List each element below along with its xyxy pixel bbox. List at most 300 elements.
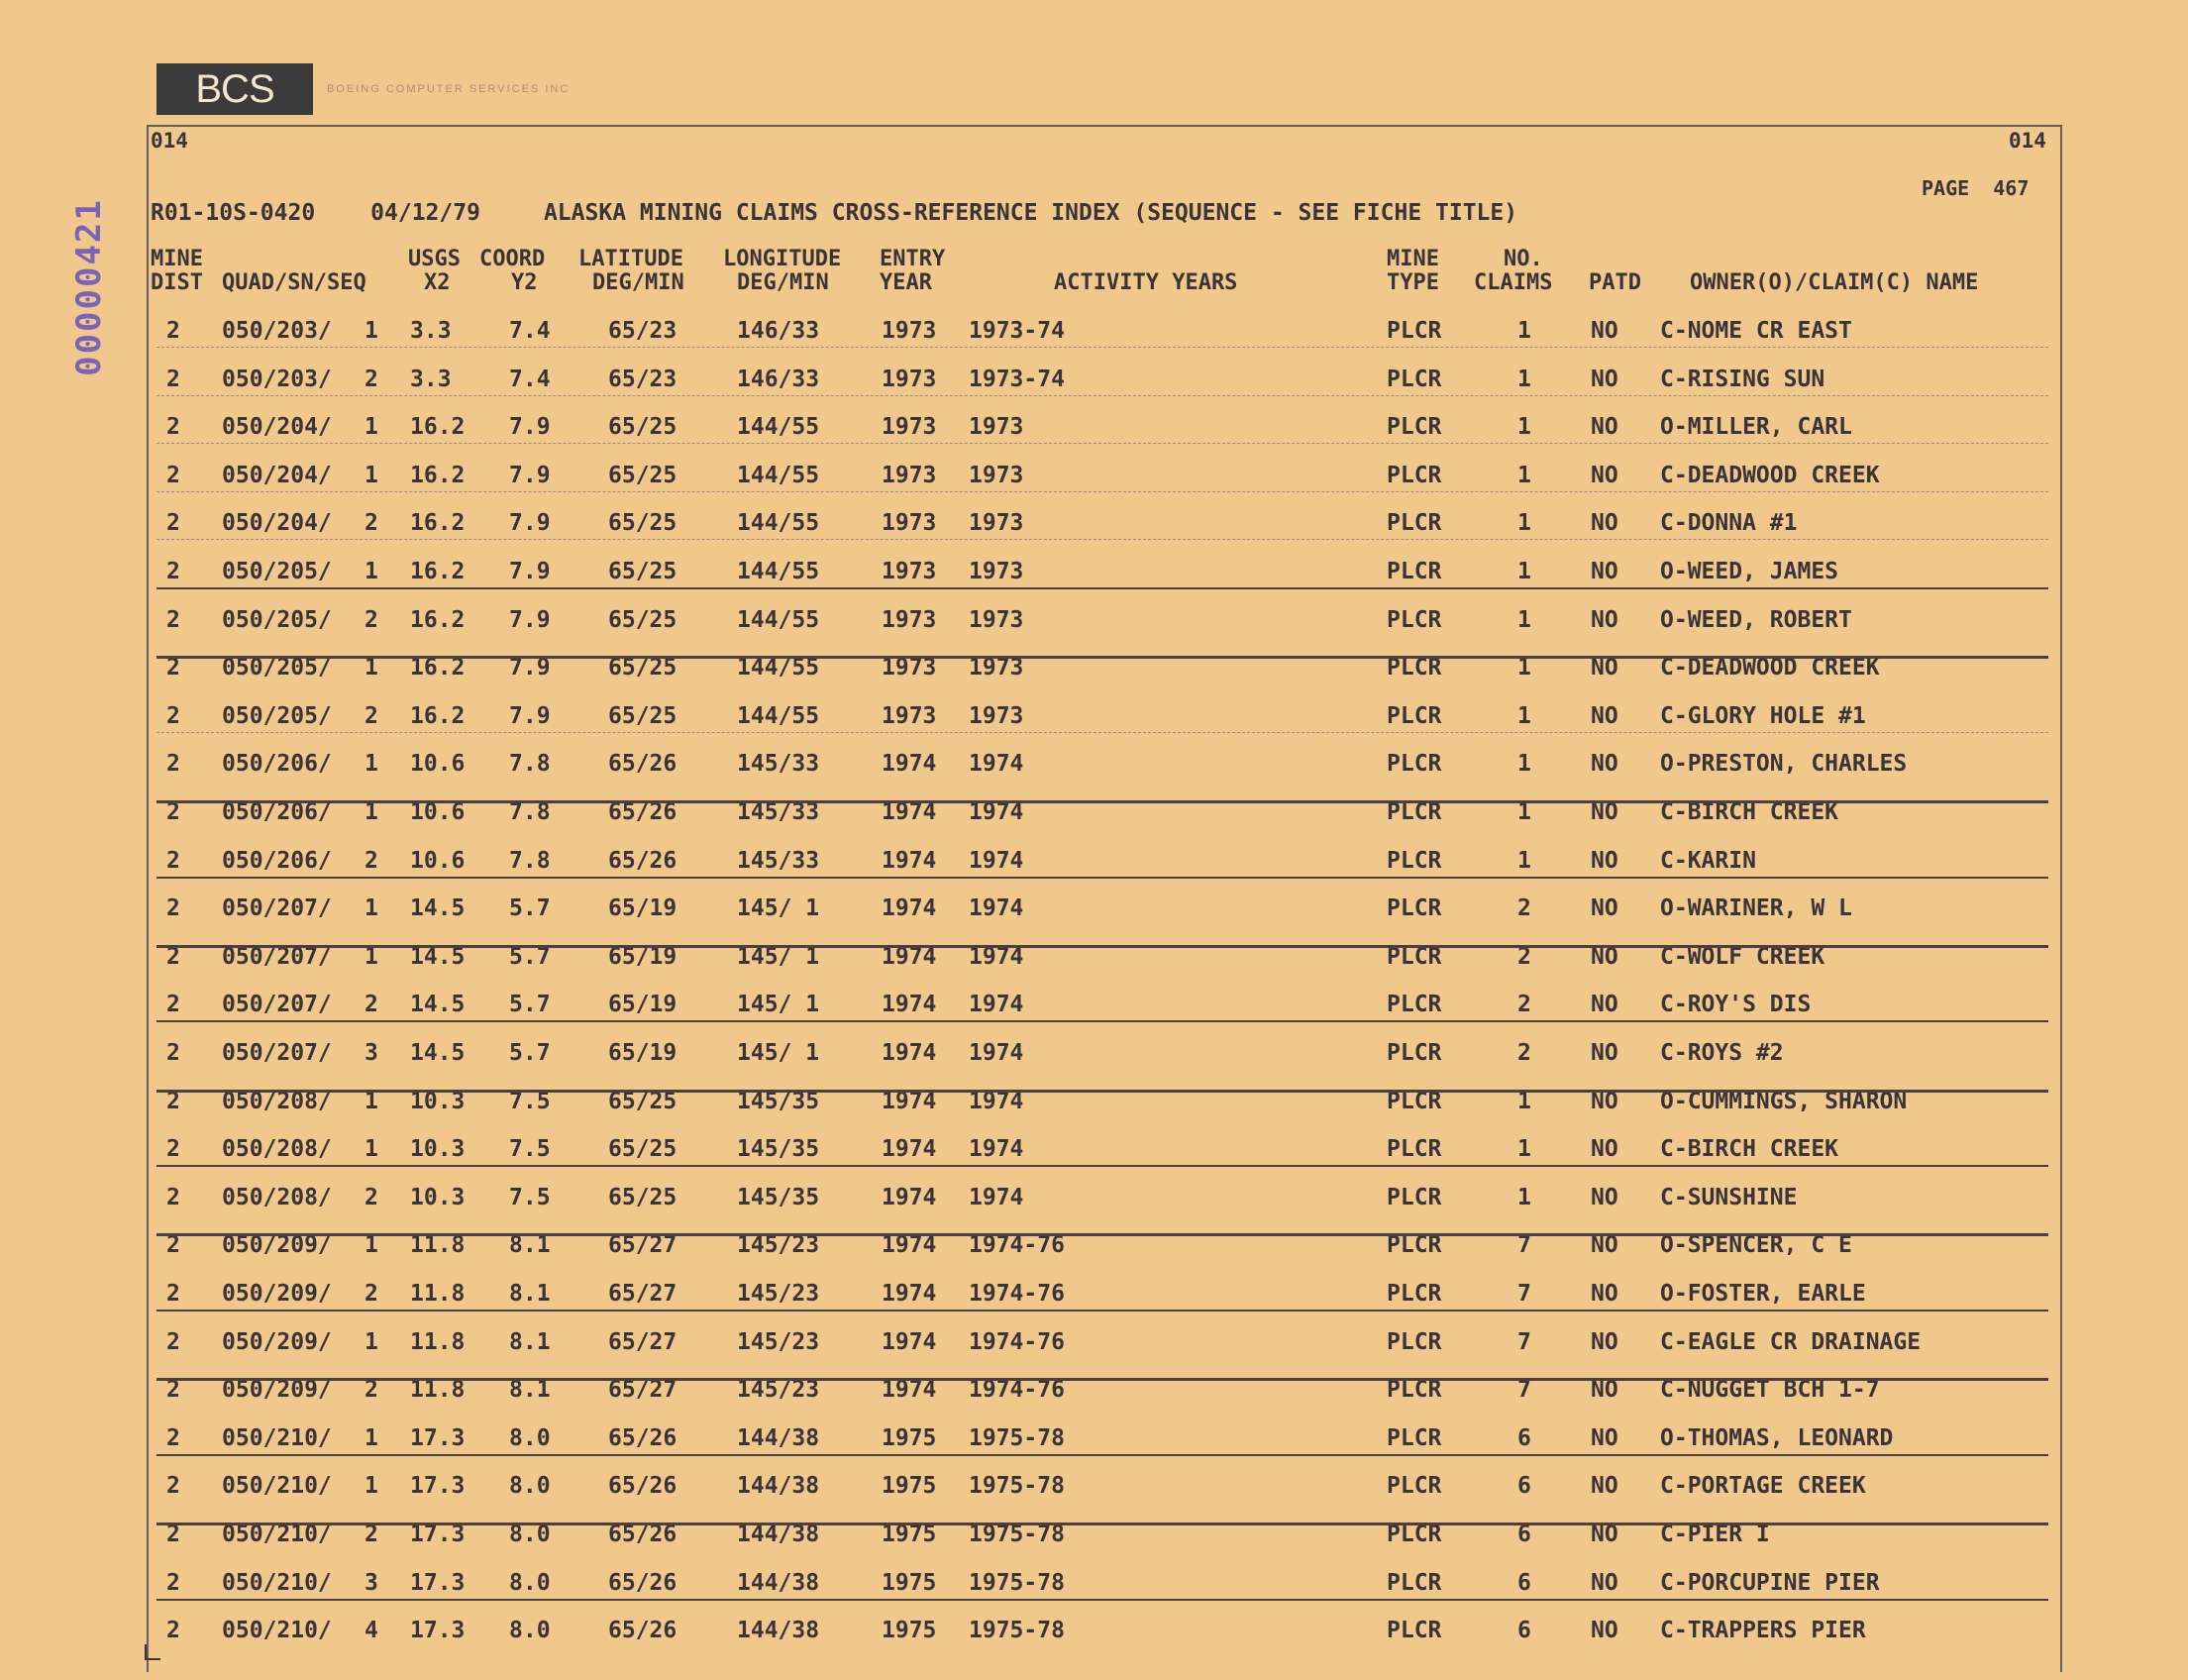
cell-dist: 2 xyxy=(166,1618,180,1644)
cell-name: C-BIRCH CREEK xyxy=(1660,1136,1839,1163)
cell-lat: 65/19 xyxy=(608,943,677,970)
row-divider xyxy=(156,1454,2048,1456)
cell-x2: 10.3 xyxy=(410,1184,466,1210)
cell-type: PLCR xyxy=(1387,1184,1442,1210)
cell-seq: 2 xyxy=(365,847,378,874)
cell-quad: 050/209/ xyxy=(222,1232,332,1259)
cell-y2: 5.7 xyxy=(509,895,551,922)
cell-y2: 7.9 xyxy=(509,462,551,488)
cell-x2: 14.5 xyxy=(410,943,466,970)
cell-dist: 2 xyxy=(166,655,180,682)
cell-type: PLCR xyxy=(1387,1569,1442,1596)
cell-type: PLCR xyxy=(1387,1522,1442,1547)
cell-dist: 2 xyxy=(166,510,180,537)
cell-lon: 144/38 xyxy=(737,1424,820,1451)
cell-y2: 7.8 xyxy=(509,751,551,778)
cell-claims: 6 xyxy=(1517,1569,1531,1596)
cell-activity: 1973 xyxy=(969,559,1024,584)
cell-activity: 1974 xyxy=(969,1184,1024,1210)
cell-entry: 1973 xyxy=(882,318,937,344)
cell-quad: 050/207/ xyxy=(222,943,332,970)
cell-name: O-WEED, JAMES xyxy=(1660,559,1839,584)
cell-quad: 050/208/ xyxy=(222,1184,332,1210)
cell-quad: 050/209/ xyxy=(222,1281,332,1307)
cell-seq: 2 xyxy=(365,992,378,1018)
cell-name: C-PORTAGE CREEK xyxy=(1660,1473,1866,1500)
cell-patd: NO xyxy=(1591,1281,1618,1307)
cell-claims: 7 xyxy=(1517,1328,1531,1355)
cell-name: C-PORCUPINE PIER xyxy=(1660,1569,1880,1596)
cell-quad: 050/205/ xyxy=(222,606,332,633)
header-owner-claim: OWNER(O)/CLAIM(C) NAME xyxy=(1690,270,1979,295)
cell-x2: 16.2 xyxy=(410,702,466,729)
fiche-code-left: 014 xyxy=(151,129,188,153)
cell-quad: 050/203/ xyxy=(222,366,332,392)
cell-dist: 2 xyxy=(166,462,180,488)
cell-activity: 1974 xyxy=(969,751,1024,778)
header-entry-year: ENTRY YEAR xyxy=(880,247,946,295)
table-row xyxy=(0,1462,2188,1510)
cell-x2: 16.2 xyxy=(410,414,466,441)
cell-seq: 3 xyxy=(365,1040,378,1066)
cell-lon: 145/ 1 xyxy=(737,992,820,1018)
cell-name: C-KARIN xyxy=(1660,847,1756,874)
header-quad: QUAD/SN/SEQ xyxy=(222,270,366,295)
cell-name: C-NOME CR EAST xyxy=(1660,318,1852,344)
cell-patd: NO xyxy=(1591,1618,1618,1644)
cell-y2: 5.7 xyxy=(509,943,551,970)
cell-x2: 14.5 xyxy=(410,895,466,922)
cell-quad: 050/207/ xyxy=(222,895,332,922)
cell-entry: 1975 xyxy=(882,1473,937,1500)
cell-claims: 1 xyxy=(1517,799,1531,825)
cell-lon: 144/55 xyxy=(737,462,820,488)
cell-dist: 2 xyxy=(166,1424,180,1451)
cell-dist: 2 xyxy=(166,1328,180,1355)
cell-x2: 3.3 xyxy=(410,318,452,344)
cell-entry: 1974 xyxy=(882,1184,937,1210)
cell-quad: 050/209/ xyxy=(222,1328,332,1355)
cell-name: O-FOSTER, EARLE xyxy=(1660,1281,1866,1307)
header-latitude: LATITUDE DEG/MIN xyxy=(578,247,684,295)
cell-patd: NO xyxy=(1591,510,1618,537)
cell-quad: 050/208/ xyxy=(222,1136,332,1163)
cell-y2: 7.9 xyxy=(509,414,551,441)
cell-entry: 1973 xyxy=(882,366,937,392)
cell-seq: 2 xyxy=(365,702,378,729)
cell-name: O-WARINER, W L xyxy=(1660,895,1852,922)
cell-seq: 2 xyxy=(365,1377,378,1404)
report-date: 04/12/79 xyxy=(370,200,480,226)
table-row xyxy=(0,788,2188,836)
cell-lon: 145/ 1 xyxy=(737,895,820,922)
cell-name: C-RISING SUN xyxy=(1660,366,1825,392)
cell-x2: 17.3 xyxy=(410,1424,466,1451)
cell-type: PLCR xyxy=(1387,847,1442,874)
cell-activity: 1974 xyxy=(969,1136,1024,1163)
row-divider xyxy=(156,1020,2048,1022)
cell-activity: 1974 xyxy=(969,895,1024,922)
header-activity-years: ACTIVITY YEARS xyxy=(1054,270,1238,295)
header-mine-dist: MINE DIST xyxy=(151,247,203,295)
cell-entry: 1974 xyxy=(882,1088,937,1114)
cell-seq: 1 xyxy=(365,318,378,344)
cell-lon: 145/33 xyxy=(737,799,820,825)
cell-patd: NO xyxy=(1591,414,1618,441)
cell-claims: 7 xyxy=(1517,1377,1531,1404)
header-coord: COORD Y2 xyxy=(479,247,546,295)
table-row xyxy=(0,1174,2188,1221)
cell-x2: 16.2 xyxy=(410,462,466,488)
cell-type: PLCR xyxy=(1387,655,1442,682)
cell-lon: 145/ 1 xyxy=(737,1040,820,1066)
cell-entry: 1974 xyxy=(882,799,937,825)
cell-type: PLCR xyxy=(1387,318,1442,344)
cell-patd: NO xyxy=(1591,992,1618,1018)
cell-entry: 1974 xyxy=(882,751,937,778)
cell-name: O-WEED, ROBERT xyxy=(1660,606,1852,633)
cell-lon: 145/23 xyxy=(737,1232,820,1259)
cell-patd: NO xyxy=(1591,1088,1618,1114)
row-divider xyxy=(156,732,2048,733)
cell-seq: 1 xyxy=(365,1232,378,1259)
cell-x2: 11.8 xyxy=(410,1328,466,1355)
cell-y2: 8.0 xyxy=(509,1569,551,1596)
cell-seq: 3 xyxy=(365,1569,378,1596)
cell-patd: NO xyxy=(1591,1232,1618,1259)
cell-dist: 2 xyxy=(166,606,180,633)
cell-quad: 050/204/ xyxy=(222,462,332,488)
cell-activity: 1974-76 xyxy=(969,1328,1065,1355)
cell-type: PLCR xyxy=(1387,702,1442,729)
table-row xyxy=(0,1366,2188,1414)
cell-claims: 1 xyxy=(1517,751,1531,778)
cell-lat: 65/25 xyxy=(608,1136,677,1163)
cell-y2: 5.7 xyxy=(509,1040,551,1066)
cell-x2: 10.6 xyxy=(410,847,466,874)
cell-seq: 1 xyxy=(365,799,378,825)
cell-quad: 050/203/ xyxy=(222,318,332,344)
cell-activity: 1974 xyxy=(969,847,1024,874)
side-stamp: 00000421 xyxy=(69,198,109,376)
cell-lat: 65/19 xyxy=(608,1040,677,1066)
cell-claims: 7 xyxy=(1517,1232,1531,1259)
cell-lat: 65/25 xyxy=(608,1184,677,1210)
cell-type: PLCR xyxy=(1387,1473,1442,1500)
cell-quad: 050/210/ xyxy=(222,1473,332,1500)
cell-entry: 1975 xyxy=(882,1522,937,1547)
cell-x2: 16.2 xyxy=(410,559,466,584)
company-name: BOEING COMPUTER SERVICES INC xyxy=(327,83,571,95)
cell-y2: 8.1 xyxy=(509,1377,551,1404)
cell-lon: 145/23 xyxy=(737,1377,820,1404)
row-divider xyxy=(156,539,2048,540)
cell-claims: 1 xyxy=(1517,1088,1531,1114)
cell-seq: 1 xyxy=(365,1136,378,1163)
cell-dist: 2 xyxy=(166,943,180,970)
cell-seq: 1 xyxy=(365,895,378,922)
cell-lat: 65/26 xyxy=(608,847,677,874)
cell-type: PLCR xyxy=(1387,559,1442,584)
strike-line xyxy=(156,1522,2048,1525)
cell-entry: 1974 xyxy=(882,1328,937,1355)
cell-dist: 2 xyxy=(166,799,180,825)
cell-quad: 050/210/ xyxy=(222,1569,332,1596)
cell-lat: 65/25 xyxy=(608,702,677,729)
cell-lon: 145/ 1 xyxy=(737,943,820,970)
cell-seq: 1 xyxy=(365,1328,378,1355)
header-patd: PATD xyxy=(1589,270,1641,295)
row-divider xyxy=(156,443,2048,444)
row-divider xyxy=(156,491,2048,492)
cell-dist: 2 xyxy=(166,1088,180,1114)
cell-x2: 10.6 xyxy=(410,799,466,825)
cell-seq: 1 xyxy=(365,1473,378,1500)
cell-activity: 1973 xyxy=(969,655,1024,682)
cell-lat: 65/25 xyxy=(608,1088,677,1114)
cell-activity: 1974 xyxy=(969,943,1024,970)
cell-name: O-CUMMINGS, SHARON xyxy=(1660,1088,1908,1114)
cell-entry: 1974 xyxy=(882,1040,937,1066)
cell-lon: 144/55 xyxy=(737,702,820,729)
cell-x2: 11.8 xyxy=(410,1377,466,1404)
row-divider xyxy=(156,587,2048,589)
cell-patd: NO xyxy=(1591,559,1618,584)
cell-claims: 1 xyxy=(1517,1136,1531,1163)
cell-claims: 2 xyxy=(1517,1040,1531,1066)
table-row xyxy=(0,1078,2188,1125)
cell-seq: 4 xyxy=(365,1618,378,1644)
table-row xyxy=(0,933,2188,981)
cell-dist: 2 xyxy=(166,318,180,344)
cell-claims: 6 xyxy=(1517,1424,1531,1451)
cell-name: C-GLORY HOLE #1 xyxy=(1660,702,1866,729)
cell-quad: 050/209/ xyxy=(222,1377,332,1404)
cell-claims: 2 xyxy=(1517,943,1531,970)
cell-lon: 144/55 xyxy=(737,510,820,537)
cell-dist: 2 xyxy=(166,1040,180,1066)
table-row xyxy=(0,596,2188,644)
cell-x2: 16.2 xyxy=(410,510,466,537)
report-id: R01-10S-0420 xyxy=(151,200,316,226)
cell-type: PLCR xyxy=(1387,1088,1442,1114)
cell-type: PLCR xyxy=(1387,1618,1442,1644)
cell-entry: 1973 xyxy=(882,559,937,584)
cell-dist: 2 xyxy=(166,895,180,922)
cell-entry: 1973 xyxy=(882,655,937,682)
page-number: 467 xyxy=(1993,176,2030,200)
cell-type: PLCR xyxy=(1387,366,1442,392)
cell-patd: NO xyxy=(1591,943,1618,970)
cell-activity: 1973 xyxy=(969,606,1024,633)
cell-dist: 2 xyxy=(166,992,180,1018)
cell-name: C-DONNA #1 xyxy=(1660,510,1798,537)
cell-y2: 8.1 xyxy=(509,1328,551,1355)
cell-claims: 1 xyxy=(1517,510,1531,537)
cell-y2: 7.8 xyxy=(509,799,551,825)
header-usgs: USGS X2 xyxy=(408,247,461,295)
cell-quad: 050/208/ xyxy=(222,1088,332,1114)
cell-seq: 1 xyxy=(365,462,378,488)
strike-line xyxy=(156,945,2048,948)
cell-activity: 1973 xyxy=(969,414,1024,441)
cell-patd: NO xyxy=(1591,1569,1618,1596)
cell-lon: 146/33 xyxy=(737,318,820,344)
cell-entry: 1975 xyxy=(882,1424,937,1451)
cell-seq: 2 xyxy=(365,1522,378,1547)
cell-lat: 65/27 xyxy=(608,1281,677,1307)
cell-type: PLCR xyxy=(1387,1136,1442,1163)
strike-line xyxy=(156,1378,2048,1381)
cell-entry: 1974 xyxy=(882,1136,937,1163)
cell-entry: 1975 xyxy=(882,1618,937,1644)
cell-lat: 65/27 xyxy=(608,1377,677,1404)
cell-lat: 65/26 xyxy=(608,799,677,825)
cell-seq: 2 xyxy=(365,366,378,392)
cell-type: PLCR xyxy=(1387,1424,1442,1451)
cell-quad: 050/206/ xyxy=(222,847,332,874)
cell-lon: 146/33 xyxy=(737,366,820,392)
cell-patd: NO xyxy=(1591,847,1618,874)
cell-lon: 144/38 xyxy=(737,1473,820,1500)
cell-lat: 65/27 xyxy=(608,1232,677,1259)
cell-x2: 11.8 xyxy=(410,1232,466,1259)
cell-entry: 1973 xyxy=(882,462,937,488)
cell-x2: 16.2 xyxy=(410,655,466,682)
cell-type: PLCR xyxy=(1387,992,1442,1018)
cell-entry: 1974 xyxy=(882,943,937,970)
cell-claims: 1 xyxy=(1517,559,1531,584)
cell-type: PLCR xyxy=(1387,1040,1442,1066)
row-divider xyxy=(156,877,2048,879)
cell-lon: 145/23 xyxy=(737,1328,820,1355)
cell-lat: 65/26 xyxy=(608,1522,677,1547)
cell-y2: 7.8 xyxy=(509,847,551,874)
cell-lat: 65/25 xyxy=(608,559,677,584)
cell-lon: 144/38 xyxy=(737,1522,820,1547)
cell-x2: 14.5 xyxy=(410,992,466,1018)
cell-claims: 1 xyxy=(1517,655,1531,682)
cell-quad: 050/205/ xyxy=(222,702,332,729)
cell-quad: 050/204/ xyxy=(222,510,332,537)
cell-y2: 7.9 xyxy=(509,510,551,537)
cell-type: PLCR xyxy=(1387,1232,1442,1259)
cell-activity: 1975-78 xyxy=(969,1424,1065,1451)
strike-line xyxy=(156,800,2048,803)
cell-lon: 144/55 xyxy=(737,606,820,633)
cell-quad: 050/206/ xyxy=(222,751,332,778)
cell-seq: 1 xyxy=(365,1424,378,1451)
strike-line xyxy=(156,1233,2048,1236)
cell-dist: 2 xyxy=(166,1522,180,1547)
cell-name: C-DEADWOOD CREEK xyxy=(1660,462,1880,488)
row-divider xyxy=(156,347,2048,348)
row-divider xyxy=(156,1165,2048,1167)
cell-dist: 2 xyxy=(166,1377,180,1404)
cell-y2: 7.4 xyxy=(509,318,551,344)
cell-type: PLCR xyxy=(1387,462,1442,488)
table-row xyxy=(0,1607,2188,1654)
fiche-code-right: 014 xyxy=(2009,129,2046,153)
cell-entry: 1974 xyxy=(882,1281,937,1307)
cell-seq: 2 xyxy=(365,510,378,537)
cell-y2: 8.1 xyxy=(509,1232,551,1259)
cell-type: PLCR xyxy=(1387,1328,1442,1355)
cell-lat: 65/26 xyxy=(608,1618,677,1644)
cell-patd: NO xyxy=(1591,1136,1618,1163)
cell-lat: 65/26 xyxy=(608,751,677,778)
cell-lat: 65/19 xyxy=(608,992,677,1018)
cell-activity: 1973 xyxy=(969,702,1024,729)
table-row xyxy=(0,1029,2188,1077)
cell-quad: 050/205/ xyxy=(222,559,332,584)
cell-lat: 65/27 xyxy=(608,1328,677,1355)
cell-dist: 2 xyxy=(166,751,180,778)
cell-type: PLCR xyxy=(1387,895,1442,922)
report-title: ALASKA MINING CLAIMS CROSS-REFERENCE INDEX (SEQUENCE - SEE FICHE TITLE) xyxy=(543,200,1518,226)
table-row xyxy=(0,1221,2188,1269)
row-divider xyxy=(156,395,2048,396)
cell-x2: 17.3 xyxy=(410,1473,466,1500)
cell-dist: 2 xyxy=(166,1232,180,1259)
cell-entry: 1974 xyxy=(882,1377,937,1404)
cell-entry: 1974 xyxy=(882,992,937,1018)
cell-type: PLCR xyxy=(1387,510,1442,537)
cell-entry: 1973 xyxy=(882,414,937,441)
cell-lat: 65/25 xyxy=(608,414,677,441)
cell-entry: 1974 xyxy=(882,895,937,922)
cell-activity: 1974 xyxy=(969,799,1024,825)
cell-lon: 144/55 xyxy=(737,655,820,682)
cell-y2: 7.9 xyxy=(509,702,551,729)
cell-y2: 7.5 xyxy=(509,1184,551,1210)
cell-y2: 5.7 xyxy=(509,992,551,1018)
cell-x2: 10.6 xyxy=(410,751,466,778)
cell-seq: 1 xyxy=(365,655,378,682)
cell-dist: 2 xyxy=(166,559,180,584)
strike-line xyxy=(156,656,2048,659)
cell-activity: 1973-74 xyxy=(969,318,1065,344)
cell-activity: 1974 xyxy=(969,1040,1024,1066)
cell-patd: NO xyxy=(1591,702,1618,729)
cell-dist: 2 xyxy=(166,1184,180,1210)
cell-claims: 1 xyxy=(1517,318,1531,344)
bcs-logo: BCS xyxy=(156,63,313,115)
strike-line xyxy=(156,1090,2048,1093)
cell-lat: 65/23 xyxy=(608,318,677,344)
cell-lat: 65/25 xyxy=(608,462,677,488)
cell-lat: 65/26 xyxy=(608,1569,677,1596)
table-row xyxy=(0,740,2188,788)
cell-y2: 7.5 xyxy=(509,1088,551,1114)
cell-activity: 1975-78 xyxy=(969,1473,1065,1500)
cell-claims: 1 xyxy=(1517,366,1531,392)
cell-patd: NO xyxy=(1591,895,1618,922)
cell-activity: 1975-78 xyxy=(969,1618,1065,1644)
cell-dist: 2 xyxy=(166,1281,180,1307)
page-label: PAGE xyxy=(1922,176,1970,200)
cell-seq: 1 xyxy=(365,414,378,441)
cell-quad: 050/207/ xyxy=(222,1040,332,1066)
cell-patd: NO xyxy=(1591,1328,1618,1355)
cell-seq: 2 xyxy=(365,1184,378,1210)
cell-entry: 1973 xyxy=(882,510,937,537)
cell-activity: 1974 xyxy=(969,992,1024,1018)
cell-type: PLCR xyxy=(1387,1281,1442,1307)
cell-x2: 3.3 xyxy=(410,366,452,392)
cell-lat: 65/25 xyxy=(608,606,677,633)
cell-lon: 144/38 xyxy=(737,1569,820,1596)
